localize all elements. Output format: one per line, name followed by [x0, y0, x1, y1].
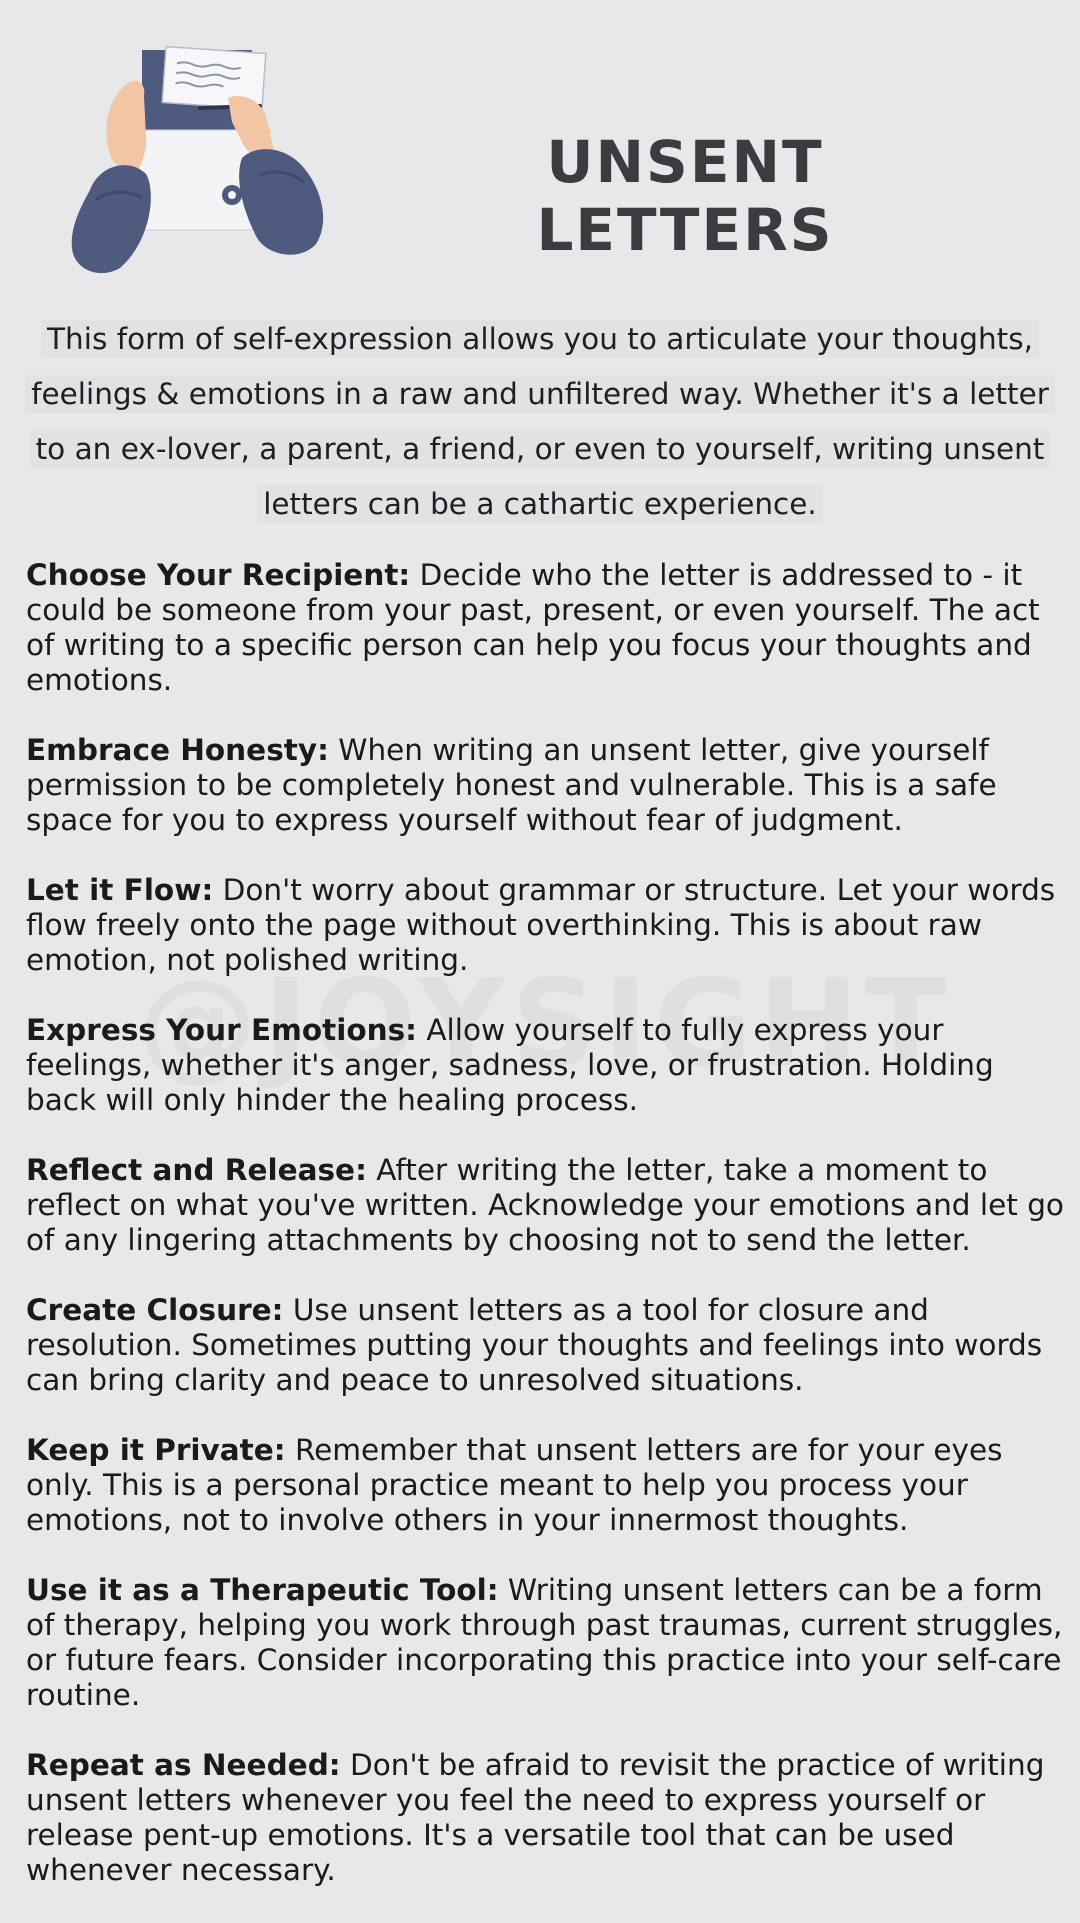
tip-reflect-release [26, 1153, 1066, 1258]
tip-label: Embrace Honesty: [26, 733, 329, 767]
tip-keep-private [26, 1433, 1066, 1538]
tip-text: Don't worry about grammar or structure. Let your words flow freely onto the page without overthinking. This is about raw emotion, not polished writing. [26, 873, 1056, 977]
tip-label: Let it Flow: [26, 873, 214, 907]
tip-text: Don't be afraid to revisit the practice of writing unsent letters whenever you feel the need to express yourself or release pent-up emotions. It's a versatile tool that can be used whenever necessary. [26, 1748, 1045, 1887]
tip-label: Reflect and Release: [26, 1153, 367, 1187]
tip-text: Decide who the letter is addressed to - it could be someone from your past, present, or even yourself. The act of writing to a specific person can help you focus your thoughts and emotions. [26, 558, 1040, 697]
tip-repeat-as-needed [26, 1748, 1066, 1888]
tip-text: Remember that unsent letters are for your eyes only. This is a personal practice meant to help you process your emotions, not to involve others in your innermost thoughts. [26, 1433, 1003, 1537]
tip-text: When writing an unsent letter, give yourself permission to be completely honest and vulnerable. This is a safe space for you to express yourself without fear of judgment. [26, 733, 997, 837]
tip-therapeutic-tool [26, 1573, 1066, 1713]
tip-choose-recipient [26, 558, 1066, 698]
tip-create-closure [26, 1293, 1066, 1398]
tip-label: Use it as a Therapeutic Tool: [26, 1573, 499, 1607]
tip-text: Writing unsent letters can be a form of therapy, helping you work through past traumas, current struggles, or future fears. Consider incorporating this practice into your self-care routine. [26, 1573, 1063, 1712]
intro-text: This form of self-expression allows you to articulate your thoughts, feelings & emotions in a raw and unfiltered way. Whether it's a letter to an ex-lover, a parent, a friend, or even to yourself, writing unsent letters can be a cathartic experience. [25, 320, 1055, 523]
tip-let-it-flow [26, 873, 1066, 978]
tips-list [26, 558, 1066, 1923]
hands-writing-letter-icon [60, 40, 350, 290]
tip-text: Use unsent letters as a tool for closure and resolution. Sometimes putting your thoughts and feelings into words can bring clarity and peace to unresolved situations. [26, 1293, 1043, 1397]
tip-label: Choose Your Recipient: [26, 558, 411, 592]
tip-label: Create Closure: [26, 1293, 284, 1327]
tip-text: After writing the letter, take a moment to reflect on what you've written. Acknowledge your emotions and let go of any lingering attachments by choosing not to send the letter. [26, 1153, 1064, 1257]
tip-express-emotions [26, 1013, 1066, 1118]
page-title: UNSENT LETTERS [536, 128, 834, 264]
tip-embrace-honesty [26, 733, 1066, 838]
tip-text: Allow yourself to fully express your feelings, whether it's anger, sadness, love, or frustration. Holding back will only hinder the healing process. [26, 1013, 994, 1117]
tip-label: Repeat as Needed: [26, 1748, 341, 1782]
header [0, 0, 1080, 300]
tip-label: Express Your Emotions: [26, 1013, 417, 1047]
tip-label: Keep it Private: [26, 1433, 286, 1467]
intro-paragraph [18, 312, 1062, 532]
